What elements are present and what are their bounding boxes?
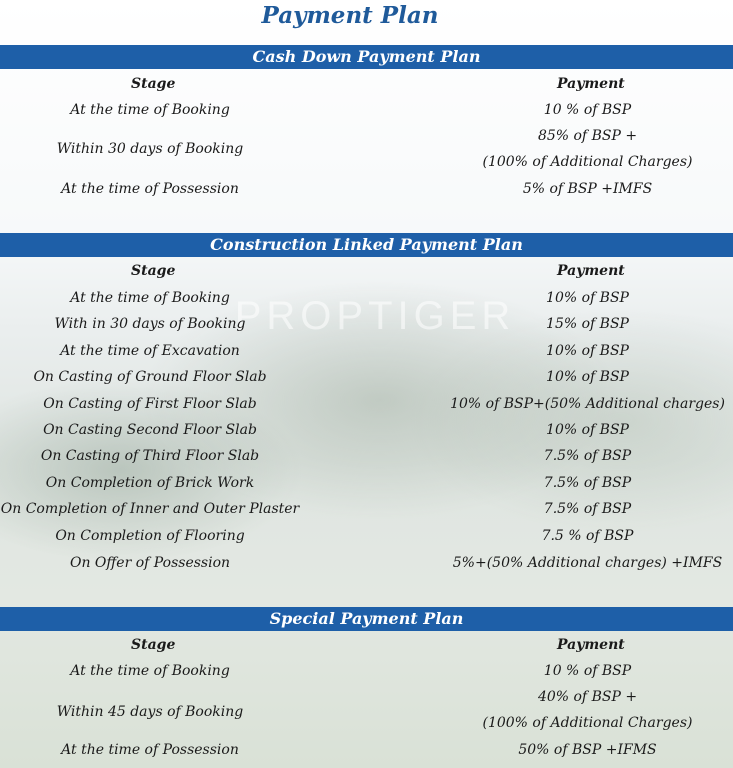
stage-cell: At the time of Booking — [70, 290, 230, 306]
payment-cell: 15% of BSP — [546, 316, 629, 332]
stage-cell: On Casting of Third Floor Slab — [40, 448, 260, 464]
payment-cell: 40% of BSP + — [537, 689, 638, 705]
stage-cell: On Completion of Inner and Outer Plaster — [0, 501, 300, 517]
stage-cell: At the time of Booking — [70, 102, 230, 118]
payment-cell: 10 % of BSP — [543, 663, 632, 679]
stage-column-header: Stage — [131, 263, 176, 279]
stage-cell: At the time of Possession — [61, 181, 239, 197]
payment-cell: 7.5% of BSP — [543, 448, 632, 464]
stage-cell: At the time of Booking — [70, 663, 230, 679]
stage-cell: On Completion of Brick Work — [45, 475, 255, 491]
section-header-construction-linked: Construction Linked Payment Plan — [0, 233, 733, 257]
payment-cell: 7.5% of BSP — [543, 475, 632, 491]
stage-cell: Within 30 days of Booking — [56, 141, 244, 157]
stage-cell: On Casting Second Floor Slab — [43, 422, 257, 438]
stage-column-header: Stage — [131, 76, 176, 92]
payment-cell: 10% of BSP — [546, 290, 629, 306]
stage-cell: On Casting of Ground Floor Slab — [33, 369, 267, 385]
stage-cell: At the time of Possession — [61, 742, 239, 758]
payment-cell: 7.5 % of BSP — [541, 528, 634, 544]
stage-cell: Within 45 days of Booking — [56, 704, 244, 720]
payment-cell: 5%+(50% Additional charges) +IMFS — [452, 555, 723, 571]
watermark: PROPTIGER — [234, 294, 516, 338]
stage-column-header: Stage — [131, 637, 176, 653]
payment-cell: 10% of BSP — [546, 369, 629, 385]
payment-cell: 50% of BSP +IFMS — [518, 742, 657, 758]
payment-cell: 10% of BSP — [546, 422, 629, 438]
payment-cell: 10% of BSP+(50% Additional charges) — [450, 396, 725, 412]
page-title: Payment Plan — [261, 2, 439, 29]
payment-cell: 10 % of BSP — [543, 102, 632, 118]
payment-column-header: Payment — [557, 76, 625, 92]
stage-cell: At the time of Excavation — [60, 343, 240, 359]
stage-cell: On Completion of Flooring — [55, 528, 245, 544]
payment-cell: 10% of BSP — [546, 343, 629, 359]
section-header-special: Special Payment Plan — [0, 607, 733, 631]
payment-column-header: Payment — [557, 263, 625, 279]
payment-cell-continued: (100% of Additional Charges) — [482, 715, 693, 731]
payment-cell: 5% of BSP +IMFS — [522, 181, 653, 197]
stage-cell: On Offer of Possession — [69, 555, 231, 571]
section-header-cash-down: Cash Down Payment Plan — [0, 45, 733, 69]
payment-column-header: Payment — [557, 637, 625, 653]
payment-cell: 7.5% of BSP — [543, 501, 632, 517]
stage-cell: With in 30 days of Booking — [54, 316, 246, 332]
stage-cell: On Casting of First Floor Slab — [43, 396, 257, 412]
payment-cell: 85% of BSP + — [537, 128, 638, 144]
payment-cell-continued: (100% of Additional Charges) — [482, 154, 693, 170]
